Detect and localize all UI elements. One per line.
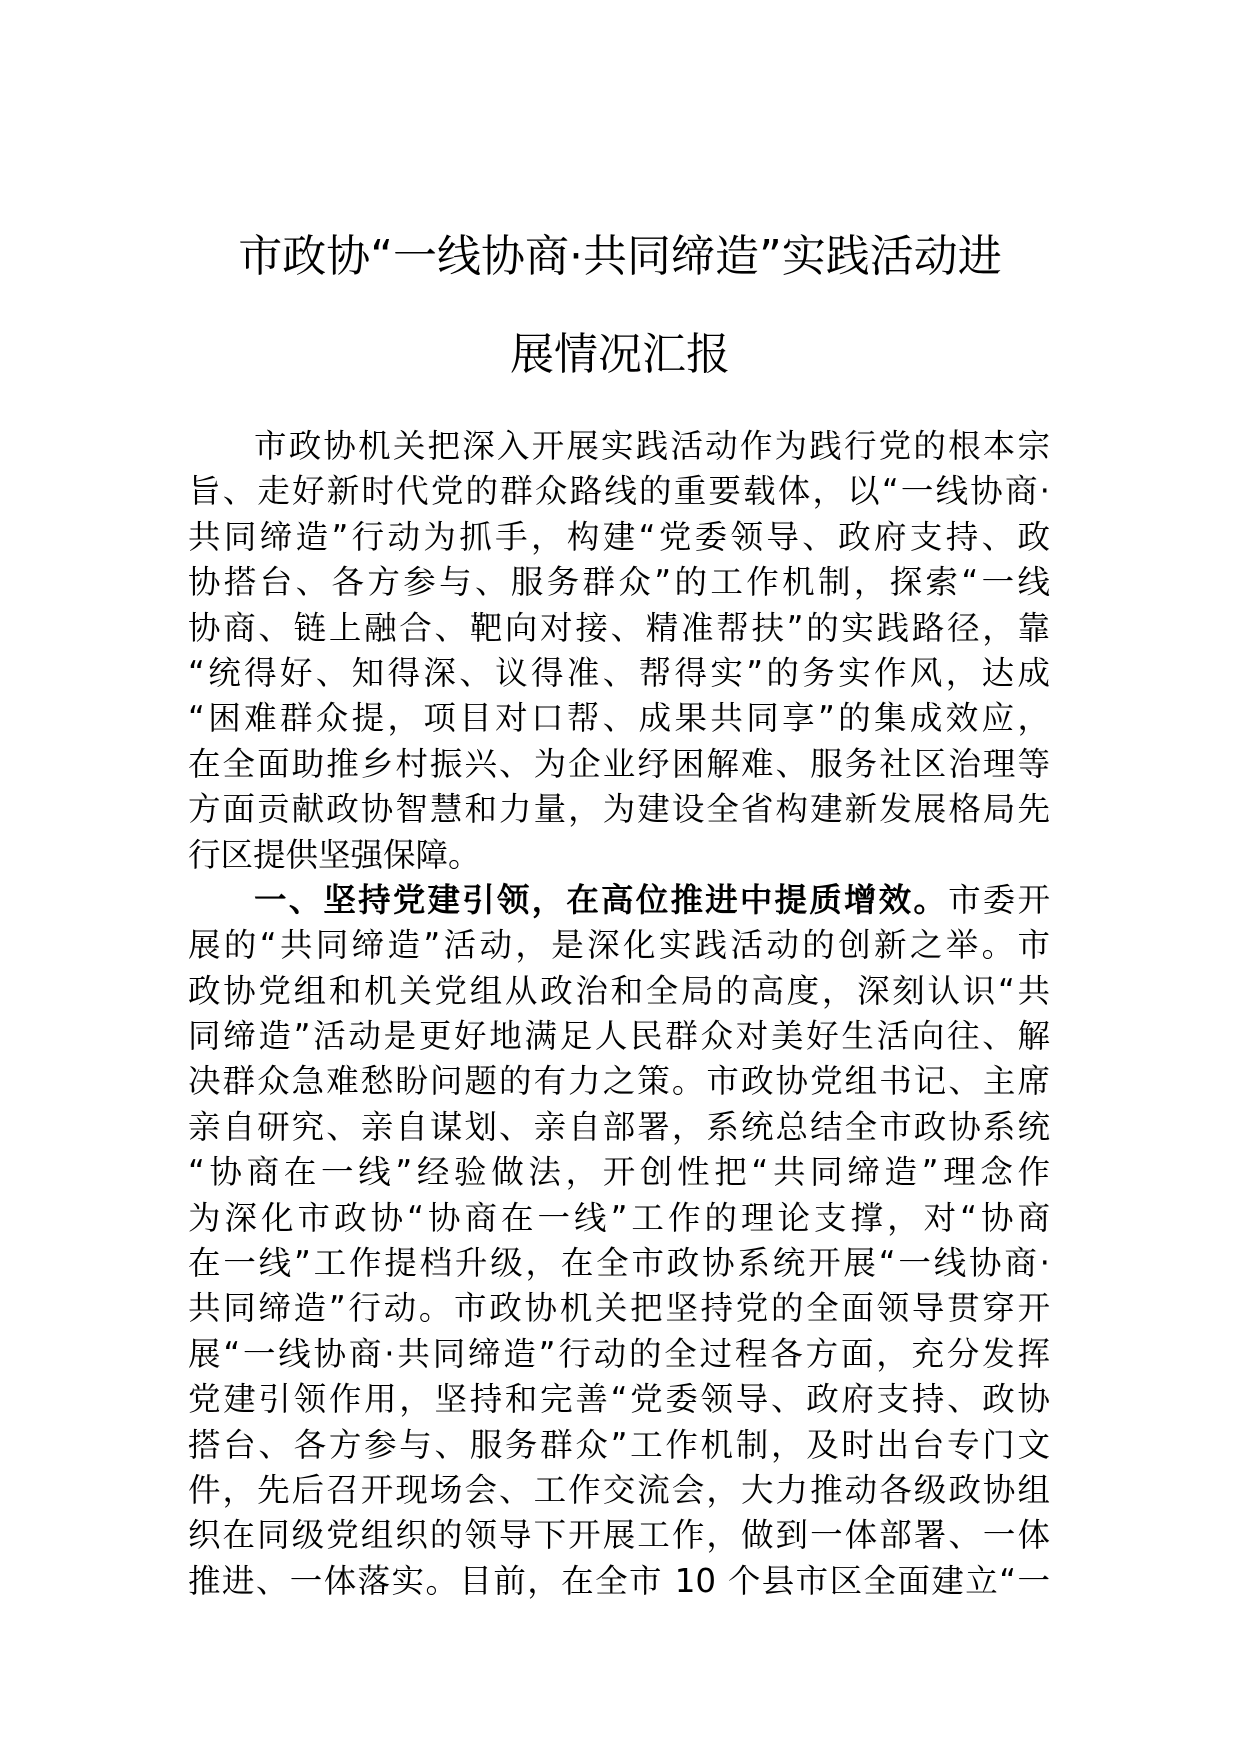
title-line-1: 市政协“一线协商·共同缔造”实践活动进 <box>238 231 1002 282</box>
document-body <box>188 424 1050 1604</box>
paragraph-line: 搭台、各方参与、服务群众”工作机制，及时出台专门文 <box>188 1425 1050 1464</box>
paragraph-line: 行区提供坚强保障。 <box>188 835 481 874</box>
paragraph-line: 展的“共同缔造”活动，是深化实践活动的创新之举。市 <box>188 926 1050 965</box>
paragraph-line: 在一线”工作提档升级，在全市政协系统开展“一线协商· <box>188 1244 1050 1283</box>
paragraph-2 <box>188 878 1050 1604</box>
paragraph-line: 旨、走好新时代党的群众路线的重要载体，以“一线协商· <box>188 472 1050 511</box>
paragraph-line: 亲自研究、亲自谋划、亲自部署，系统总结全市政协系统 <box>188 1107 1050 1146</box>
paragraph-line: 协商、链上融合、靶向对接、精准帮扶”的实践路径，靠 <box>188 608 1050 647</box>
paragraph-line: 市政协机关把深入开展实践活动作为践行党的根本宗 <box>254 427 1050 465</box>
paragraph-line: “协商在一线”经验做法，开创性把“共同缔造”理念作 <box>188 1153 1050 1192</box>
paragraph-line: 件，先后召开现场会、工作交流会，大力推动各级政协组 <box>188 1470 1050 1509</box>
paragraph-line: 党建引领作用，坚持和完善“党委领导、政府支持、政协 <box>188 1380 1050 1419</box>
paragraph-line: 为深化市政协“协商在一线”工作的理论支撑，对“协商 <box>188 1198 1050 1237</box>
paragraph-line: 在全面助推乡村振兴、为企业纾困解难、服务社区治理等 <box>188 744 1050 783</box>
paragraph-line <box>188 878 1050 923</box>
page-title <box>150 208 1090 404</box>
paragraph-line-rest: 市委开 <box>948 880 1050 919</box>
paragraph-line: “统得好、知得深、议得准、帮得实”的务实作风，达成 <box>188 653 1050 692</box>
paragraph-line: 织在同级党组织的领导下开展工作，做到一体部署、一体 <box>188 1516 1050 1555</box>
section-heading: 一、坚持党建引领，在高位推进中提质增效。 <box>254 880 949 919</box>
paragraph-line: 共同缔造”行动。市政协机关把坚持党的全面领导贯穿开 <box>188 1289 1050 1328</box>
paragraph-line: 共同缔造”行动为抓手，构建“党委领导、政府支持、政 <box>188 517 1050 556</box>
paragraph-line: 政协党组和机关党组从政治和全局的高度，深刻认识“共 <box>188 971 1050 1010</box>
title-line-2: 展情况汇报 <box>510 329 730 380</box>
paragraph-1 <box>188 424 1050 878</box>
paragraph-line: 同缔造”活动是更好地满足人民群众对美好生活向往、解 <box>188 1017 1050 1056</box>
paragraph-line: 决群众急难愁盼问题的有力之策。市政协党组书记、主席 <box>188 1062 1050 1101</box>
paragraph-line: “困难群众提，项目对口帮、成果共同享”的集成效应， <box>188 699 1050 738</box>
paragraph-line: 方面贡献政协智慧和力量，为建设全省构建新发展格局先 <box>188 790 1050 829</box>
paragraph-line: 协搭台、各方参与、服务群众”的工作机制，探索“一线 <box>188 563 1050 602</box>
paragraph-line: 推进、一体落实。目前，在全市 10 个县市区全面建立“一 <box>188 1561 1050 1600</box>
paragraph-line: 展“一线协商·共同缔造”行动的全过程各方面，充分发挥 <box>188 1334 1050 1373</box>
